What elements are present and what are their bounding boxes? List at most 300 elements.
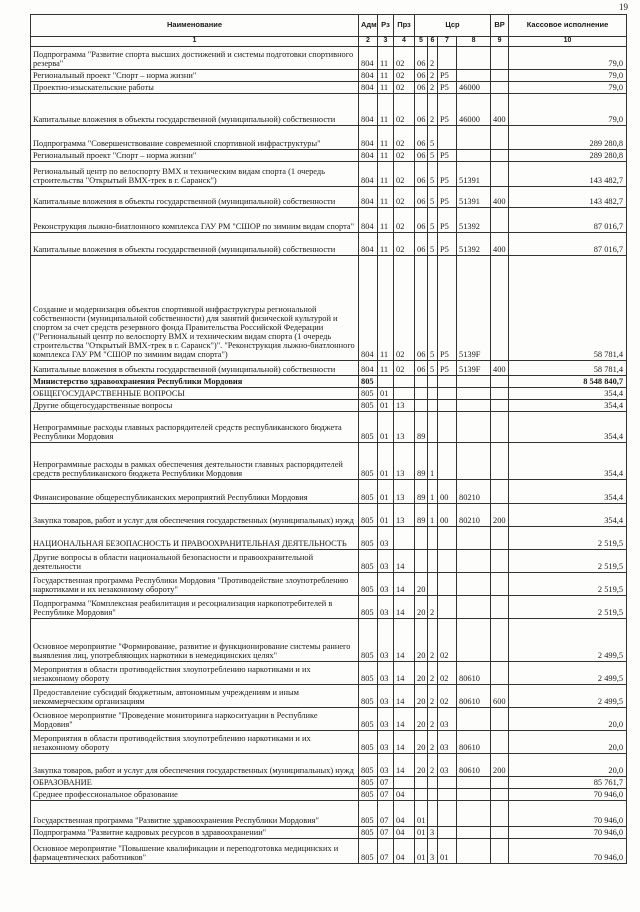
row-prz: 04 bbox=[394, 839, 415, 864]
column-number: 6 bbox=[428, 37, 438, 47]
row-vr bbox=[491, 801, 509, 827]
row-vr: 400 bbox=[491, 233, 509, 256]
row-csr-part1: 06 bbox=[415, 162, 428, 187]
column-number: 7 bbox=[438, 37, 457, 47]
row-amount: 2 499,5 bbox=[509, 619, 627, 662]
row-amount: 289 280,8 bbox=[509, 150, 627, 162]
row-rz: 03 bbox=[378, 550, 394, 573]
row-csr-part1: 20 bbox=[415, 685, 428, 708]
table-row bbox=[31, 827, 627, 839]
row-vr bbox=[491, 70, 509, 82]
row-vr bbox=[491, 376, 509, 388]
column-number: 9 bbox=[491, 37, 509, 47]
row-prz: 04 bbox=[394, 801, 415, 827]
row-prz bbox=[394, 376, 415, 388]
row-csr-part1: 20 bbox=[415, 662, 428, 685]
row-csr-part4: 5139F bbox=[457, 361, 491, 376]
row-vr bbox=[491, 47, 509, 70]
row-name: ОБРАЗОВАНИЕ bbox=[31, 777, 359, 789]
row-name: Проектно-изыскательские работы bbox=[31, 82, 359, 94]
row-csr-part1 bbox=[415, 789, 428, 801]
row-csr-part1: 01 bbox=[415, 801, 428, 827]
row-rz: 11 bbox=[378, 162, 394, 187]
row-name: Непрограммные расходы в рамках обеспечения деятельности главных распорядителей средств республиканского бюджета Республики Мордовия bbox=[31, 443, 359, 480]
row-csr-part3: P5 bbox=[438, 208, 457, 233]
table-row bbox=[31, 208, 627, 233]
row-adm: 805 bbox=[359, 685, 378, 708]
row-vr bbox=[491, 731, 509, 754]
row-rz: 11 bbox=[378, 70, 394, 82]
row-csr-part1 bbox=[415, 388, 428, 400]
row-prz: 13 bbox=[394, 504, 415, 527]
row-csr-part1: 20 bbox=[415, 708, 428, 731]
row-vr bbox=[491, 162, 509, 187]
header-prz: Прз bbox=[394, 15, 415, 37]
row-adm: 805 bbox=[359, 480, 378, 504]
row-csr-part2: 2 bbox=[428, 708, 438, 731]
row-amount: 354,4 bbox=[509, 412, 627, 443]
row-name: Региональный проект "Спорт – норма жизни" bbox=[31, 150, 359, 162]
row-vr bbox=[491, 839, 509, 864]
table-row bbox=[31, 801, 627, 827]
row-csr-part1: 06 bbox=[415, 126, 428, 150]
row-prz: 14 bbox=[394, 662, 415, 685]
row-amount: 20,0 bbox=[509, 731, 627, 754]
row-prz: 13 bbox=[394, 400, 415, 412]
row-prz: 14 bbox=[394, 731, 415, 754]
row-csr-part2 bbox=[428, 388, 438, 400]
row-rz: 03 bbox=[378, 685, 394, 708]
row-amount: 289 280,8 bbox=[509, 126, 627, 150]
row-csr-part3: P5 bbox=[438, 150, 457, 162]
row-csr-part4: 51392 bbox=[457, 208, 491, 233]
row-csr-part4: 5139F bbox=[457, 256, 491, 361]
table-row bbox=[31, 777, 627, 789]
table-row bbox=[31, 94, 627, 126]
row-prz: 02 bbox=[394, 208, 415, 233]
row-rz: 11 bbox=[378, 82, 394, 94]
row-amount: 2 519,5 bbox=[509, 550, 627, 573]
row-name: Мероприятия в области противодействия злоупотреблению наркотиками и их незаконному обороту bbox=[31, 731, 359, 754]
row-adm: 805 bbox=[359, 777, 378, 789]
table-row bbox=[31, 596, 627, 619]
row-rz: 11 bbox=[378, 94, 394, 126]
row-csr-part1: 06 bbox=[415, 150, 428, 162]
row-name: Государственная программа "Развитие здравоохранения Республики Мордовия" bbox=[31, 801, 359, 827]
row-adm: 804 bbox=[359, 47, 378, 70]
row-prz: 13 bbox=[394, 443, 415, 480]
row-rz: 03 bbox=[378, 731, 394, 754]
row-adm: 804 bbox=[359, 187, 378, 208]
row-csr-part2 bbox=[428, 789, 438, 801]
table-row bbox=[31, 150, 627, 162]
table-row bbox=[31, 412, 627, 443]
row-csr-part2: 2 bbox=[428, 619, 438, 662]
row-csr-part1: 06 bbox=[415, 256, 428, 361]
row-csr-part4: 80610 bbox=[457, 685, 491, 708]
row-csr-part1: 20 bbox=[415, 596, 428, 619]
row-amount: 354,4 bbox=[509, 443, 627, 480]
row-csr-part4: 46000 bbox=[457, 94, 491, 126]
row-csr-part2: 2 bbox=[428, 94, 438, 126]
row-amount: 2 499,5 bbox=[509, 662, 627, 685]
row-amount: 79,0 bbox=[509, 47, 627, 70]
row-adm: 804 bbox=[359, 361, 378, 376]
row-csr-part2 bbox=[428, 412, 438, 443]
row-name: Создание и модернизация объектов спортивной инфраструктуры региональной собственности (муниципальной собственности) для занятий физической культурой и спортом за счет средств резервного фонда Правительства Российской Федерации ("Региональный центр по велоспорту ВМХ и техническим видам спорта (1 очередь строительства "Открытый ВМХ-трек в г. Саранск")". "Реконструкция лыжно-биатлонного комплекса ГАУ РМ "СШОР по зимним видам спорта") bbox=[31, 256, 359, 361]
row-prz bbox=[394, 777, 415, 789]
row-adm: 805 bbox=[359, 619, 378, 662]
row-csr-part3: P5 bbox=[438, 187, 457, 208]
row-csr-part3: P5 bbox=[438, 361, 457, 376]
row-amount: 2 519,5 bbox=[509, 596, 627, 619]
row-csr-part4 bbox=[457, 777, 491, 789]
row-name: Капитальные вложения в объекты государственной (муниципальной) собственности bbox=[31, 187, 359, 208]
row-prz: 14 bbox=[394, 596, 415, 619]
row-csr-part2: 3 bbox=[428, 827, 438, 839]
row-csr-part3 bbox=[438, 443, 457, 480]
row-name: Основное мероприятие "Формирование, развитие и функционирование системы раннего выявления лиц, употребляющих наркотики в немедицинских целях" bbox=[31, 619, 359, 662]
row-adm: 804 bbox=[359, 162, 378, 187]
row-csr-part3 bbox=[438, 412, 457, 443]
row-adm: 805 bbox=[359, 596, 378, 619]
row-adm: 805 bbox=[359, 789, 378, 801]
row-csr-part4 bbox=[457, 827, 491, 839]
row-csr-part3: 02 bbox=[438, 662, 457, 685]
row-csr-part2 bbox=[428, 777, 438, 789]
row-prz: 14 bbox=[394, 754, 415, 777]
row-amount: 79,0 bbox=[509, 70, 627, 82]
row-adm: 804 bbox=[359, 126, 378, 150]
row-csr-part2: 5 bbox=[428, 233, 438, 256]
row-adm: 805 bbox=[359, 573, 378, 596]
row-prz: 02 bbox=[394, 187, 415, 208]
column-number: 5 bbox=[415, 37, 428, 47]
row-csr-part2: 5 bbox=[428, 361, 438, 376]
row-csr-part4 bbox=[457, 400, 491, 412]
row-rz: 11 bbox=[378, 47, 394, 70]
row-csr-part3 bbox=[438, 789, 457, 801]
row-vr: 400 bbox=[491, 94, 509, 126]
row-prz: 02 bbox=[394, 47, 415, 70]
row-rz: 01 bbox=[378, 443, 394, 480]
row-csr-part4 bbox=[457, 619, 491, 662]
row-adm: 805 bbox=[359, 708, 378, 731]
row-csr-part1: 20 bbox=[415, 619, 428, 662]
row-name: Закупка товаров, работ и услуг для обеспечения государственных (муниципальных) нужд bbox=[31, 504, 359, 527]
row-csr-part4: 80610 bbox=[457, 754, 491, 777]
table-row bbox=[31, 527, 627, 550]
row-csr-part4: 51391 bbox=[457, 187, 491, 208]
row-csr-part1: 06 bbox=[415, 187, 428, 208]
row-csr-part1 bbox=[415, 777, 428, 789]
row-amount: 2 519,5 bbox=[509, 573, 627, 596]
row-prz: 02 bbox=[394, 256, 415, 361]
row-name: Подпрограмма "Комплексная реабилитация и ресоциализация наркопотребителей в Республике Мордовия" bbox=[31, 596, 359, 619]
row-amount: 79,0 bbox=[509, 82, 627, 94]
row-csr-part3: P5 bbox=[438, 256, 457, 361]
table-row bbox=[31, 187, 627, 208]
row-csr-part4 bbox=[457, 596, 491, 619]
row-rz: 07 bbox=[378, 801, 394, 827]
row-csr-part4: 51392 bbox=[457, 233, 491, 256]
row-amount: 2 519,5 bbox=[509, 527, 627, 550]
row-vr: 200 bbox=[491, 754, 509, 777]
row-csr-part4 bbox=[457, 550, 491, 573]
row-csr-part4: 46000 bbox=[457, 82, 491, 94]
row-csr-part1: 06 bbox=[415, 233, 428, 256]
table-row bbox=[31, 754, 627, 777]
row-csr-part2 bbox=[428, 376, 438, 388]
row-rz: 11 bbox=[378, 208, 394, 233]
row-adm: 805 bbox=[359, 443, 378, 480]
row-csr-part2: 2 bbox=[428, 685, 438, 708]
table-row bbox=[31, 400, 627, 412]
row-csr-part4 bbox=[457, 573, 491, 596]
row-rz: 03 bbox=[378, 619, 394, 662]
table-row bbox=[31, 789, 627, 801]
row-csr-part4 bbox=[457, 708, 491, 731]
row-adm: 805 bbox=[359, 827, 378, 839]
row-csr-part1 bbox=[415, 550, 428, 573]
row-prz: 14 bbox=[394, 708, 415, 731]
row-rz: 11 bbox=[378, 256, 394, 361]
row-adm: 805 bbox=[359, 412, 378, 443]
row-name: Другие вопросы в области национальной безопасности и правоохранительной деятельности bbox=[31, 550, 359, 573]
row-adm: 805 bbox=[359, 550, 378, 573]
row-rz: 11 bbox=[378, 233, 394, 256]
row-name: Подпрограмма "Развитие спорта высших достижений и системы подготовки спортивного резерва" bbox=[31, 47, 359, 70]
row-csr-part2: 1 bbox=[428, 504, 438, 527]
row-csr-part1 bbox=[415, 376, 428, 388]
row-adm: 805 bbox=[359, 839, 378, 864]
row-vr bbox=[491, 619, 509, 662]
row-csr-part2: 2 bbox=[428, 754, 438, 777]
row-amount: 354,4 bbox=[509, 388, 627, 400]
row-rz: 03 bbox=[378, 662, 394, 685]
column-number: 3 bbox=[378, 37, 394, 47]
row-csr-part4 bbox=[457, 527, 491, 550]
row-csr-part4 bbox=[457, 47, 491, 70]
row-vr bbox=[491, 126, 509, 150]
header-name: Наименование bbox=[31, 15, 359, 37]
table-row bbox=[31, 162, 627, 187]
row-adm: 805 bbox=[359, 662, 378, 685]
row-vr bbox=[491, 527, 509, 550]
row-name: НАЦИОНАЛЬНАЯ БЕЗОПАСНОСТЬ И ПРАВООХРАНИТЕЛЬНАЯ ДЕЯТЕЛЬНОСТЬ bbox=[31, 527, 359, 550]
row-csr-part3 bbox=[438, 126, 457, 150]
row-csr-part2 bbox=[428, 801, 438, 827]
row-vr bbox=[491, 827, 509, 839]
row-csr-part4 bbox=[457, 789, 491, 801]
row-csr-part3 bbox=[438, 550, 457, 573]
row-csr-part4: 51391 bbox=[457, 162, 491, 187]
row-prz: 02 bbox=[394, 361, 415, 376]
row-vr bbox=[491, 777, 509, 789]
row-name: Основное мероприятие "Проведение мониторинга наркоситуации в Республике Мордовия" bbox=[31, 708, 359, 731]
table-row bbox=[31, 550, 627, 573]
row-csr-part2 bbox=[428, 527, 438, 550]
row-adm: 805 bbox=[359, 400, 378, 412]
row-rz: 03 bbox=[378, 596, 394, 619]
row-csr-part2: 2 bbox=[428, 47, 438, 70]
row-csr-part2: 3 bbox=[428, 839, 438, 864]
row-csr-part2: 1 bbox=[428, 443, 438, 480]
row-csr-part2: 1 bbox=[428, 480, 438, 504]
row-adm: 804 bbox=[359, 233, 378, 256]
row-csr-part4 bbox=[457, 70, 491, 82]
row-csr-part1: 89 bbox=[415, 504, 428, 527]
row-vr: 400 bbox=[491, 187, 509, 208]
row-amount: 354,4 bbox=[509, 400, 627, 412]
row-csr-part3: 02 bbox=[438, 685, 457, 708]
row-vr bbox=[491, 662, 509, 685]
row-prz: 02 bbox=[394, 162, 415, 187]
row-csr-part2 bbox=[428, 550, 438, 573]
row-rz: 03 bbox=[378, 573, 394, 596]
row-rz: 11 bbox=[378, 361, 394, 376]
table-row bbox=[31, 361, 627, 376]
column-number-row bbox=[31, 37, 627, 47]
table-row bbox=[31, 619, 627, 662]
row-csr-part3 bbox=[438, 801, 457, 827]
row-csr-part2: 5 bbox=[428, 150, 438, 162]
row-csr-part2 bbox=[428, 573, 438, 596]
row-csr-part4 bbox=[457, 443, 491, 480]
row-rz: 03 bbox=[378, 527, 394, 550]
row-amount: 70 946,0 bbox=[509, 839, 627, 864]
header-rz: Рз bbox=[378, 15, 394, 37]
table-row bbox=[31, 480, 627, 504]
row-csr-part1: 06 bbox=[415, 208, 428, 233]
row-name: Подпрограмма "Совершенствование современной спортивной инфраструктуры" bbox=[31, 126, 359, 150]
row-csr-part2 bbox=[428, 400, 438, 412]
row-csr-part2: 5 bbox=[428, 208, 438, 233]
row-csr-part3 bbox=[438, 827, 457, 839]
row-prz: 02 bbox=[394, 233, 415, 256]
row-csr-part1 bbox=[415, 400, 428, 412]
row-prz: 02 bbox=[394, 126, 415, 150]
row-name: Региональный проект "Спорт – норма жизни" bbox=[31, 70, 359, 82]
row-rz: 11 bbox=[378, 126, 394, 150]
row-adm: 804 bbox=[359, 256, 378, 361]
row-vr bbox=[491, 789, 509, 801]
row-csr-part3: P5 bbox=[438, 94, 457, 126]
row-prz: 14 bbox=[394, 573, 415, 596]
row-csr-part2: 2 bbox=[428, 82, 438, 94]
table-row bbox=[31, 388, 627, 400]
table-row bbox=[31, 82, 627, 94]
row-csr-part3: P5 bbox=[438, 233, 457, 256]
row-csr-part1: 20 bbox=[415, 573, 428, 596]
row-amount: 8 548 840,7 bbox=[509, 376, 627, 388]
row-csr-part3: 01 bbox=[438, 839, 457, 864]
row-csr-part2: 2 bbox=[428, 596, 438, 619]
row-csr-part4 bbox=[457, 839, 491, 864]
row-name: Основное мероприятие "Повышение квалификации и переподготовка медицинских и фармацевтических работников" bbox=[31, 839, 359, 864]
row-prz: 02 bbox=[394, 70, 415, 82]
row-csr-part2: 5 bbox=[428, 187, 438, 208]
row-csr-part1: 89 bbox=[415, 480, 428, 504]
row-csr-part2: 2 bbox=[428, 70, 438, 82]
header-vr: ВР bbox=[491, 15, 509, 37]
row-amount: 70 946,0 bbox=[509, 789, 627, 801]
row-vr bbox=[491, 596, 509, 619]
row-name: Закупка товаров, работ и услуг для обеспечения государственных (муниципальных) нужд bbox=[31, 754, 359, 777]
row-rz: 03 bbox=[378, 754, 394, 777]
table-row bbox=[31, 708, 627, 731]
header-csr: Цср bbox=[415, 15, 491, 37]
header-amount: Кассовое исполнение bbox=[509, 15, 627, 37]
row-rz: 01 bbox=[378, 388, 394, 400]
row-name: Министерство здравоохранения Республики Мордовия bbox=[31, 376, 359, 388]
row-amount: 79,0 bbox=[509, 94, 627, 126]
row-csr-part4 bbox=[457, 801, 491, 827]
row-amount: 58 781,4 bbox=[509, 361, 627, 376]
row-prz: 02 bbox=[394, 82, 415, 94]
row-prz: 13 bbox=[394, 480, 415, 504]
row-csr-part3: P5 bbox=[438, 162, 457, 187]
row-rz bbox=[378, 376, 394, 388]
row-amount: 87 016,7 bbox=[509, 208, 627, 233]
row-amount: 87 016,7 bbox=[509, 233, 627, 256]
row-vr: 400 bbox=[491, 361, 509, 376]
column-number: 4 bbox=[394, 37, 415, 47]
row-prz: 13 bbox=[394, 412, 415, 443]
row-adm: 805 bbox=[359, 731, 378, 754]
row-vr bbox=[491, 82, 509, 94]
row-csr-part4 bbox=[457, 388, 491, 400]
row-csr-part2: 5 bbox=[428, 162, 438, 187]
row-csr-part3: 03 bbox=[438, 754, 457, 777]
row-csr-part3: 03 bbox=[438, 708, 457, 731]
row-rz: 07 bbox=[378, 777, 394, 789]
table-row bbox=[31, 839, 627, 864]
table-row bbox=[31, 70, 627, 82]
row-rz: 07 bbox=[378, 789, 394, 801]
table-row bbox=[31, 731, 627, 754]
row-amount: 354,4 bbox=[509, 480, 627, 504]
row-name: ОБЩЕГОСУДАРСТВЕННЫЕ ВОПРОСЫ bbox=[31, 388, 359, 400]
row-prz: 04 bbox=[394, 827, 415, 839]
row-name: Непрограммные расходы главных распорядителей средств республиканского бюджета Республики Мордовия bbox=[31, 412, 359, 443]
row-amount: 70 946,0 bbox=[509, 827, 627, 839]
row-name: Государственная программа Республики Мордовия "Противодействие злоупотреблению наркотиками и их незаконному обороту" bbox=[31, 573, 359, 596]
row-csr-part4: 80210 bbox=[457, 504, 491, 527]
column-number: 8 bbox=[457, 37, 491, 47]
budget-table bbox=[30, 14, 627, 864]
row-csr-part3: 03 bbox=[438, 731, 457, 754]
row-csr-part4 bbox=[457, 412, 491, 443]
row-vr bbox=[491, 550, 509, 573]
table-row bbox=[31, 376, 627, 388]
row-csr-part4: 80610 bbox=[457, 731, 491, 754]
row-prz: 14 bbox=[394, 550, 415, 573]
row-vr: 200 bbox=[491, 504, 509, 527]
row-csr-part3: P5 bbox=[438, 70, 457, 82]
row-amount: 58 781,4 bbox=[509, 256, 627, 361]
row-prz: 14 bbox=[394, 685, 415, 708]
column-number: 10 bbox=[509, 37, 627, 47]
row-amount: 70 946,0 bbox=[509, 801, 627, 827]
row-vr bbox=[491, 708, 509, 731]
row-adm: 805 bbox=[359, 801, 378, 827]
row-csr-part4 bbox=[457, 150, 491, 162]
row-csr-part2: 2 bbox=[428, 731, 438, 754]
row-amount: 354,4 bbox=[509, 504, 627, 527]
row-csr-part1: 89 bbox=[415, 412, 428, 443]
row-csr-part3 bbox=[438, 388, 457, 400]
